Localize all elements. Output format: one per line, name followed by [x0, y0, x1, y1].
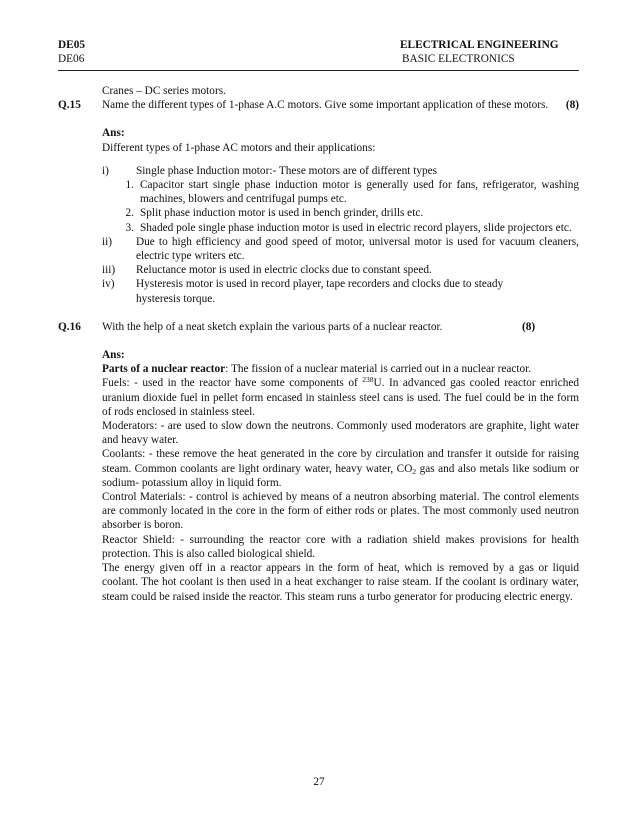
moderators-paragraph: Moderators: - are used to slow down the neutrons. Commonly used moderators are graphite, light water and heavy water. — [102, 420, 579, 447]
answer-label: Ans: — [102, 127, 125, 140]
question-15 — [58, 98, 579, 112]
question-text: Name the different types of 1-phase A.C motors. Give some important application of these motors. (8) — [102, 99, 579, 112]
question-number: Q.16 — [58, 320, 81, 333]
question-text: With the help of a neat sketch explain the various parts of a nuclear reactor. (8) — [102, 320, 536, 333]
marks: (8) — [522, 320, 536, 333]
sub-list-item: 1. Capacitor start single phase induction motor is generally used for fans, refrigerator, washing machines, blowers and centrifugal pumps etc. — [125, 179, 579, 206]
question-number: Q.15 — [58, 99, 81, 112]
header-subjects — [400, 38, 559, 66]
course-code-1: DE05 — [58, 39, 85, 51]
page-content — [58, 84, 579, 604]
page-number: 27 — [313, 776, 325, 788]
answer-intro: Different types of 1-phase AC motors and their applications: — [102, 141, 376, 154]
sub-list-item: 2. Split phase induction motor is used in bench grinder, drills etc. — [125, 207, 424, 220]
list-item: iii) Reluctance motor is used in electric clocks due to constant speed. — [102, 264, 432, 277]
continuation-line — [58, 84, 579, 98]
energy-paragraph: The energy given off in a reactor appears in the form of heat, which is removed by a gas or liquid coolant. The hot coolant is then used in a heat exchanger to raise steam. If the coolant is ordinary water, steam could be raised inside the reactor. This steam runs a turbo generator for producing electric energy. — [102, 562, 579, 603]
list-item: iv) Hysteresis motor is used in record player, tape recorders and clocks due to steady hysteresis torque. — [102, 278, 504, 305]
header-divider — [58, 70, 579, 71]
list-item: ii) Due to high efficiency and good speed of motor, universal motor is used for vacuum cleaners, electric type writers etc. — [102, 235, 579, 263]
coolants-paragraph: Coolants: - these remove the heat generated in the core by circulation and transfer it outside for raising steam. Common coolants are light ordinary water, heavy water, $CO_2$ gas and also metals like sodium or sodium- potassium alloy in liquid form. — [102, 448, 579, 489]
answer-15 — [58, 126, 579, 305]
cranes-line: Cranes – DC series motors. — [102, 85, 226, 97]
marks: (8) — [565, 99, 579, 112]
fuels-paragraph: Fuels: - used in the reactor have some components of $^{238}$U. In advanced gas cooled reactor enriched uranium dioxide fuel in pellet form encased in stainless steel cans is used. The fuel could be in the form of rods enclosed in stainless steel. — [102, 375, 580, 418]
course-code-2: DE06 — [58, 53, 85, 66]
answer-16 — [58, 348, 579, 604]
list-item: i) Single phase Induction motor:- These motors are of different types — [102, 164, 438, 177]
question-16 — [58, 320, 579, 334]
control-paragraph: Control Materials: - control is achieved by means of a neutron absorbing material. The control elements are commonly located in the core in the form of either rods or plates. The most commonly used neutron absorber is boron. — [102, 491, 579, 532]
answer-label: Ans: — [102, 349, 125, 362]
parts-paragraph: Parts of a nuclear reactor: The fission of a nuclear material is carried out in a nuclear reactor. — [102, 363, 532, 376]
subject-title-1: ELECTRICAL ENGINEERING — [400, 39, 559, 51]
parts-title: Parts of a nuclear reactor — [102, 363, 226, 376]
sub-list-item: 3. Shaded pole single phase induction motor is used in electric record players, slide projectors etc. — [125, 221, 572, 234]
header-codes — [58, 38, 85, 66]
subject-title-2: BASIC ELECTRONICS — [402, 53, 515, 66]
shield-paragraph: Reactor Shield: - surrounding the reactor core with a radiation shield makes provisions for health protection. This is also called biological shield. — [102, 533, 579, 560]
